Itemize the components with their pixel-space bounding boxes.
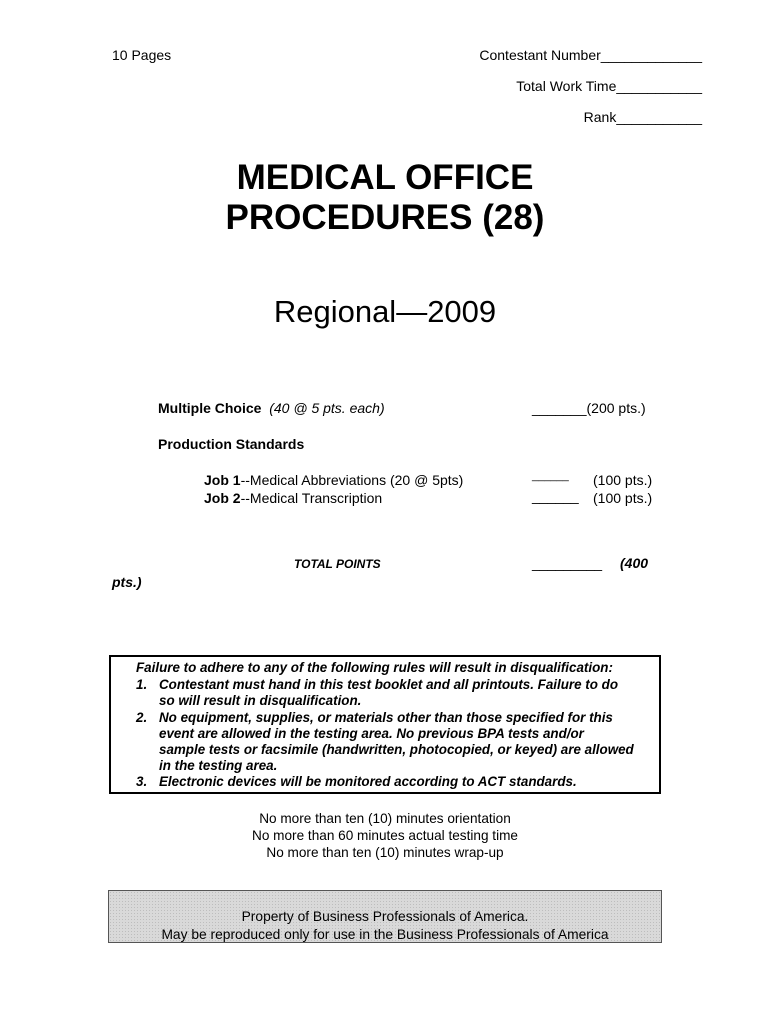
property-line-1: Property of Business Professionals of America. bbox=[241, 909, 529, 924]
contestant-number-field: Contestant Number_____________ bbox=[479, 47, 702, 63]
production-standards-heading: Production Standards bbox=[158, 436, 305, 452]
subtitle: Regional—2009 bbox=[273, 294, 497, 329]
multiple-choice-row bbox=[158, 400, 385, 416]
timing-orientation: No more than ten (10) minutes orientation bbox=[259, 811, 511, 826]
rule-3-line-1: Electronic devices will be monitored according to ACT standards. bbox=[159, 774, 577, 789]
rule-1-line-2: so will result in disqualification. bbox=[159, 693, 362, 708]
total-work-time-field: Total Work Time___________ bbox=[516, 78, 702, 94]
property-notice bbox=[108, 890, 662, 943]
timing-block bbox=[0, 810, 770, 861]
rules-intro: Failure to adhere to any of the following rules will result in disqualification: bbox=[136, 660, 613, 675]
job-2-blank: ______ bbox=[532, 488, 579, 504]
job-2-points: (100 pts.) bbox=[593, 490, 653, 506]
job-1-blank: ______ bbox=[532, 470, 569, 482]
timing-wrap-up: No more than ten (10) minutes wrap-up bbox=[266, 845, 504, 860]
multiple-choice-detail: (40 @ 5 pts. each) bbox=[269, 400, 385, 416]
rule-1-number: 1. bbox=[136, 677, 148, 692]
title-line-2: PROCEDURES (28) bbox=[225, 198, 545, 237]
job-1-points: (100 pts.) bbox=[593, 472, 653, 488]
multiple-choice-label: Multiple Choice bbox=[158, 400, 262, 416]
rule-2-line-2: event are allowed in the testing area. No previous BPA tests and/or bbox=[159, 726, 584, 741]
job-2-text: --Medical Transcription bbox=[240, 490, 383, 506]
job-1-label: Job 1 bbox=[204, 472, 241, 488]
rank-field: Rank___________ bbox=[583, 109, 702, 125]
total-points-unit: pts.) bbox=[112, 574, 142, 590]
job-1-row bbox=[204, 472, 463, 488]
total-points-value: (400 bbox=[620, 555, 649, 571]
rule-2-line-3: sample tests or facsimile (handwritten, photocopied, or keyed) are allowed bbox=[159, 742, 634, 757]
total-points-blank: _________ bbox=[532, 555, 603, 571]
rule-2-line-4: in the testing area. bbox=[159, 758, 278, 773]
property-line-2: May be reproduced only for use in the Business Professionals of America bbox=[161, 927, 609, 942]
rule-1-line-1: Contestant must hand in this test booklet and all printouts. Failure to do bbox=[159, 677, 619, 692]
rule-2-line-1: No equipment, supplies, or materials other than those specified for this bbox=[159, 710, 613, 725]
timing-testing: No more than 60 minutes actual testing time bbox=[252, 828, 518, 843]
job-1-text: --Medical Abbreviations (20 @ 5pts) bbox=[240, 472, 464, 488]
total-points-label: TOTAL POINTS bbox=[294, 557, 381, 571]
job-2-row bbox=[204, 490, 382, 506]
title-line-1: MEDICAL OFFICE bbox=[236, 158, 534, 197]
page-count: 10 Pages bbox=[112, 47, 172, 63]
multiple-choice-points: _______(200 pts.) bbox=[532, 400, 646, 416]
rules-box bbox=[109, 655, 661, 794]
job-2-label: Job 2 bbox=[204, 490, 241, 506]
rule-2-number: 2. bbox=[136, 710, 148, 725]
rule-3-number: 3. bbox=[136, 774, 148, 789]
